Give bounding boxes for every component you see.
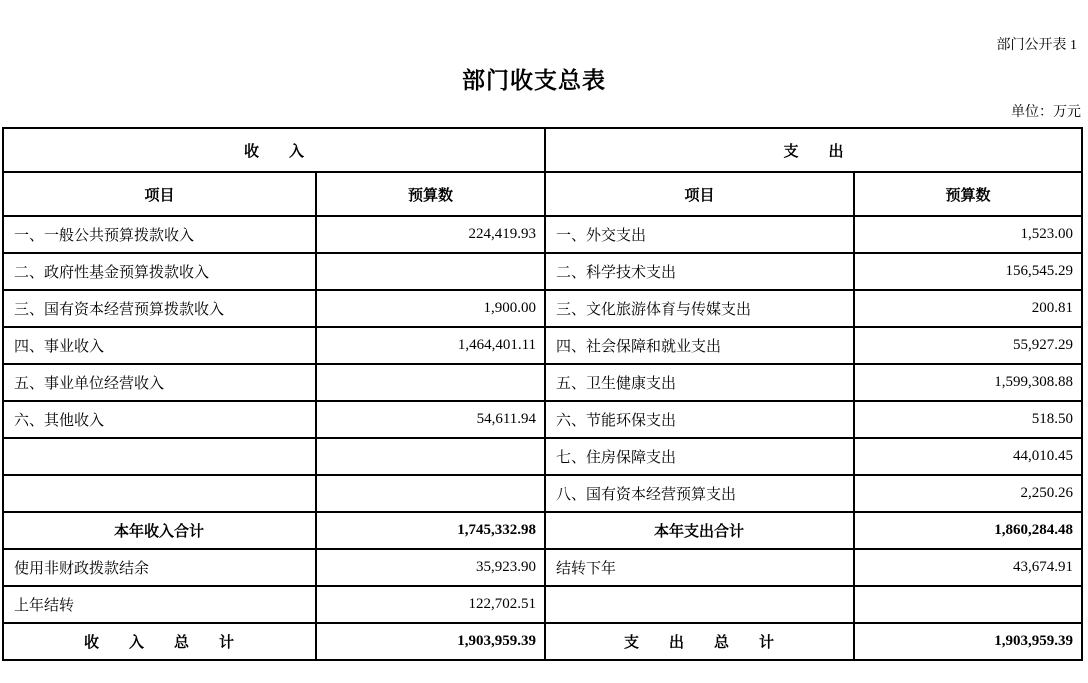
expense-value-cell: 1,903,959.39 bbox=[854, 623, 1082, 660]
column-header-row bbox=[3, 172, 1082, 216]
expense-item-cell: 结转下年 bbox=[545, 549, 854, 586]
income-item-cell: 一、一般公共预算拨款收入 bbox=[3, 216, 316, 253]
income-item-cell: 五、事业单位经营收入 bbox=[3, 364, 316, 401]
table-row bbox=[3, 438, 1082, 475]
unit-label: 单位：万元 bbox=[1011, 105, 1081, 120]
expense-item-cell: 本年支出合计 bbox=[545, 512, 854, 549]
page-title: 部门收支总表 bbox=[462, 67, 606, 93]
income-value-cell: 224,419.93 bbox=[316, 216, 545, 253]
expense-value-cell: 44,010.45 bbox=[854, 438, 1082, 475]
income-item-cell: 二、政府性基金预算拨款收入 bbox=[3, 253, 316, 290]
section-header-row bbox=[3, 128, 1082, 172]
income-value-cell: 1,745,332.98 bbox=[316, 512, 545, 549]
table-row bbox=[3, 253, 1082, 290]
income-value-cell bbox=[316, 253, 545, 290]
table-row bbox=[3, 401, 1082, 438]
table-row bbox=[3, 586, 1082, 623]
expense-value-cell: 55,927.29 bbox=[854, 327, 1082, 364]
expenditure-section-header: 支 出 bbox=[545, 128, 1082, 172]
income-value-cell: 1,903,959.39 bbox=[316, 623, 545, 660]
expense-value-cell: 156,545.29 bbox=[854, 253, 1082, 290]
income-value-cell bbox=[316, 438, 545, 475]
expense-value-cell: 2,250.26 bbox=[854, 475, 1082, 512]
income-value-cell: 1,464,401.11 bbox=[316, 327, 545, 364]
income-value-cell: 122,702.51 bbox=[316, 586, 545, 623]
expense-value-cell: 1,523.00 bbox=[854, 216, 1082, 253]
income-item-cell: 使用非财政拨款结余 bbox=[3, 549, 316, 586]
expense-value-cell bbox=[854, 586, 1082, 623]
expense-item-column-header: 项目 bbox=[545, 172, 854, 216]
table-row bbox=[3, 512, 1082, 549]
expense-budget-column-header: 预算数 bbox=[854, 172, 1082, 216]
table-row bbox=[3, 623, 1082, 660]
income-item-cell bbox=[3, 475, 316, 512]
expense-item-cell: 七、住房保障支出 bbox=[545, 438, 854, 475]
income-value-cell: 35,923.90 bbox=[316, 549, 545, 586]
expense-item-cell: 五、卫生健康支出 bbox=[545, 364, 854, 401]
income-item-cell bbox=[3, 438, 316, 475]
expense-value-cell: 200.81 bbox=[854, 290, 1082, 327]
income-item-cell: 四、事业收入 bbox=[3, 327, 316, 364]
table-row bbox=[3, 216, 1082, 253]
income-item-column-header: 项目 bbox=[3, 172, 316, 216]
table-row bbox=[3, 290, 1082, 327]
doc-number-label: 部门公开表 1 bbox=[996, 38, 1077, 53]
expense-value-cell: 518.50 bbox=[854, 401, 1082, 438]
expense-item-cell: 八、国有资本经营预算支出 bbox=[545, 475, 854, 512]
expense-item-cell: 六、节能环保支出 bbox=[545, 401, 854, 438]
income-item-cell: 本年收入合计 bbox=[3, 512, 316, 549]
income-value-cell bbox=[316, 364, 545, 401]
expense-item-cell bbox=[545, 586, 854, 623]
income-item-cell: 上年结转 bbox=[3, 586, 316, 623]
table-row bbox=[3, 327, 1082, 364]
table-row bbox=[3, 364, 1082, 401]
table-row bbox=[3, 549, 1082, 586]
income-section-header: 收 入 bbox=[3, 128, 545, 172]
income-value-cell: 54,611.94 bbox=[316, 401, 545, 438]
budget-table bbox=[2, 127, 1083, 661]
income-item-cell: 收 入 总 计 bbox=[3, 623, 316, 660]
income-item-cell: 三、国有资本经营预算拨款收入 bbox=[3, 290, 316, 327]
expense-item-cell: 支 出 总 计 bbox=[545, 623, 854, 660]
table-row bbox=[3, 475, 1082, 512]
expense-value-cell: 1,860,284.48 bbox=[854, 512, 1082, 549]
income-value-cell bbox=[316, 475, 545, 512]
expense-value-cell: 43,674.91 bbox=[854, 549, 1082, 586]
table-body bbox=[3, 216, 1082, 660]
income-item-cell: 六、其他收入 bbox=[3, 401, 316, 438]
income-value-cell: 1,900.00 bbox=[316, 290, 545, 327]
expense-item-cell: 三、文化旅游体育与传媒支出 bbox=[545, 290, 854, 327]
expense-item-cell: 四、社会保障和就业支出 bbox=[545, 327, 854, 364]
expense-item-cell: 二、科学技术支出 bbox=[545, 253, 854, 290]
expense-item-cell: 一、外交支出 bbox=[545, 216, 854, 253]
expense-value-cell: 1,599,308.88 bbox=[854, 364, 1082, 401]
income-budget-column-header: 预算数 bbox=[316, 172, 545, 216]
